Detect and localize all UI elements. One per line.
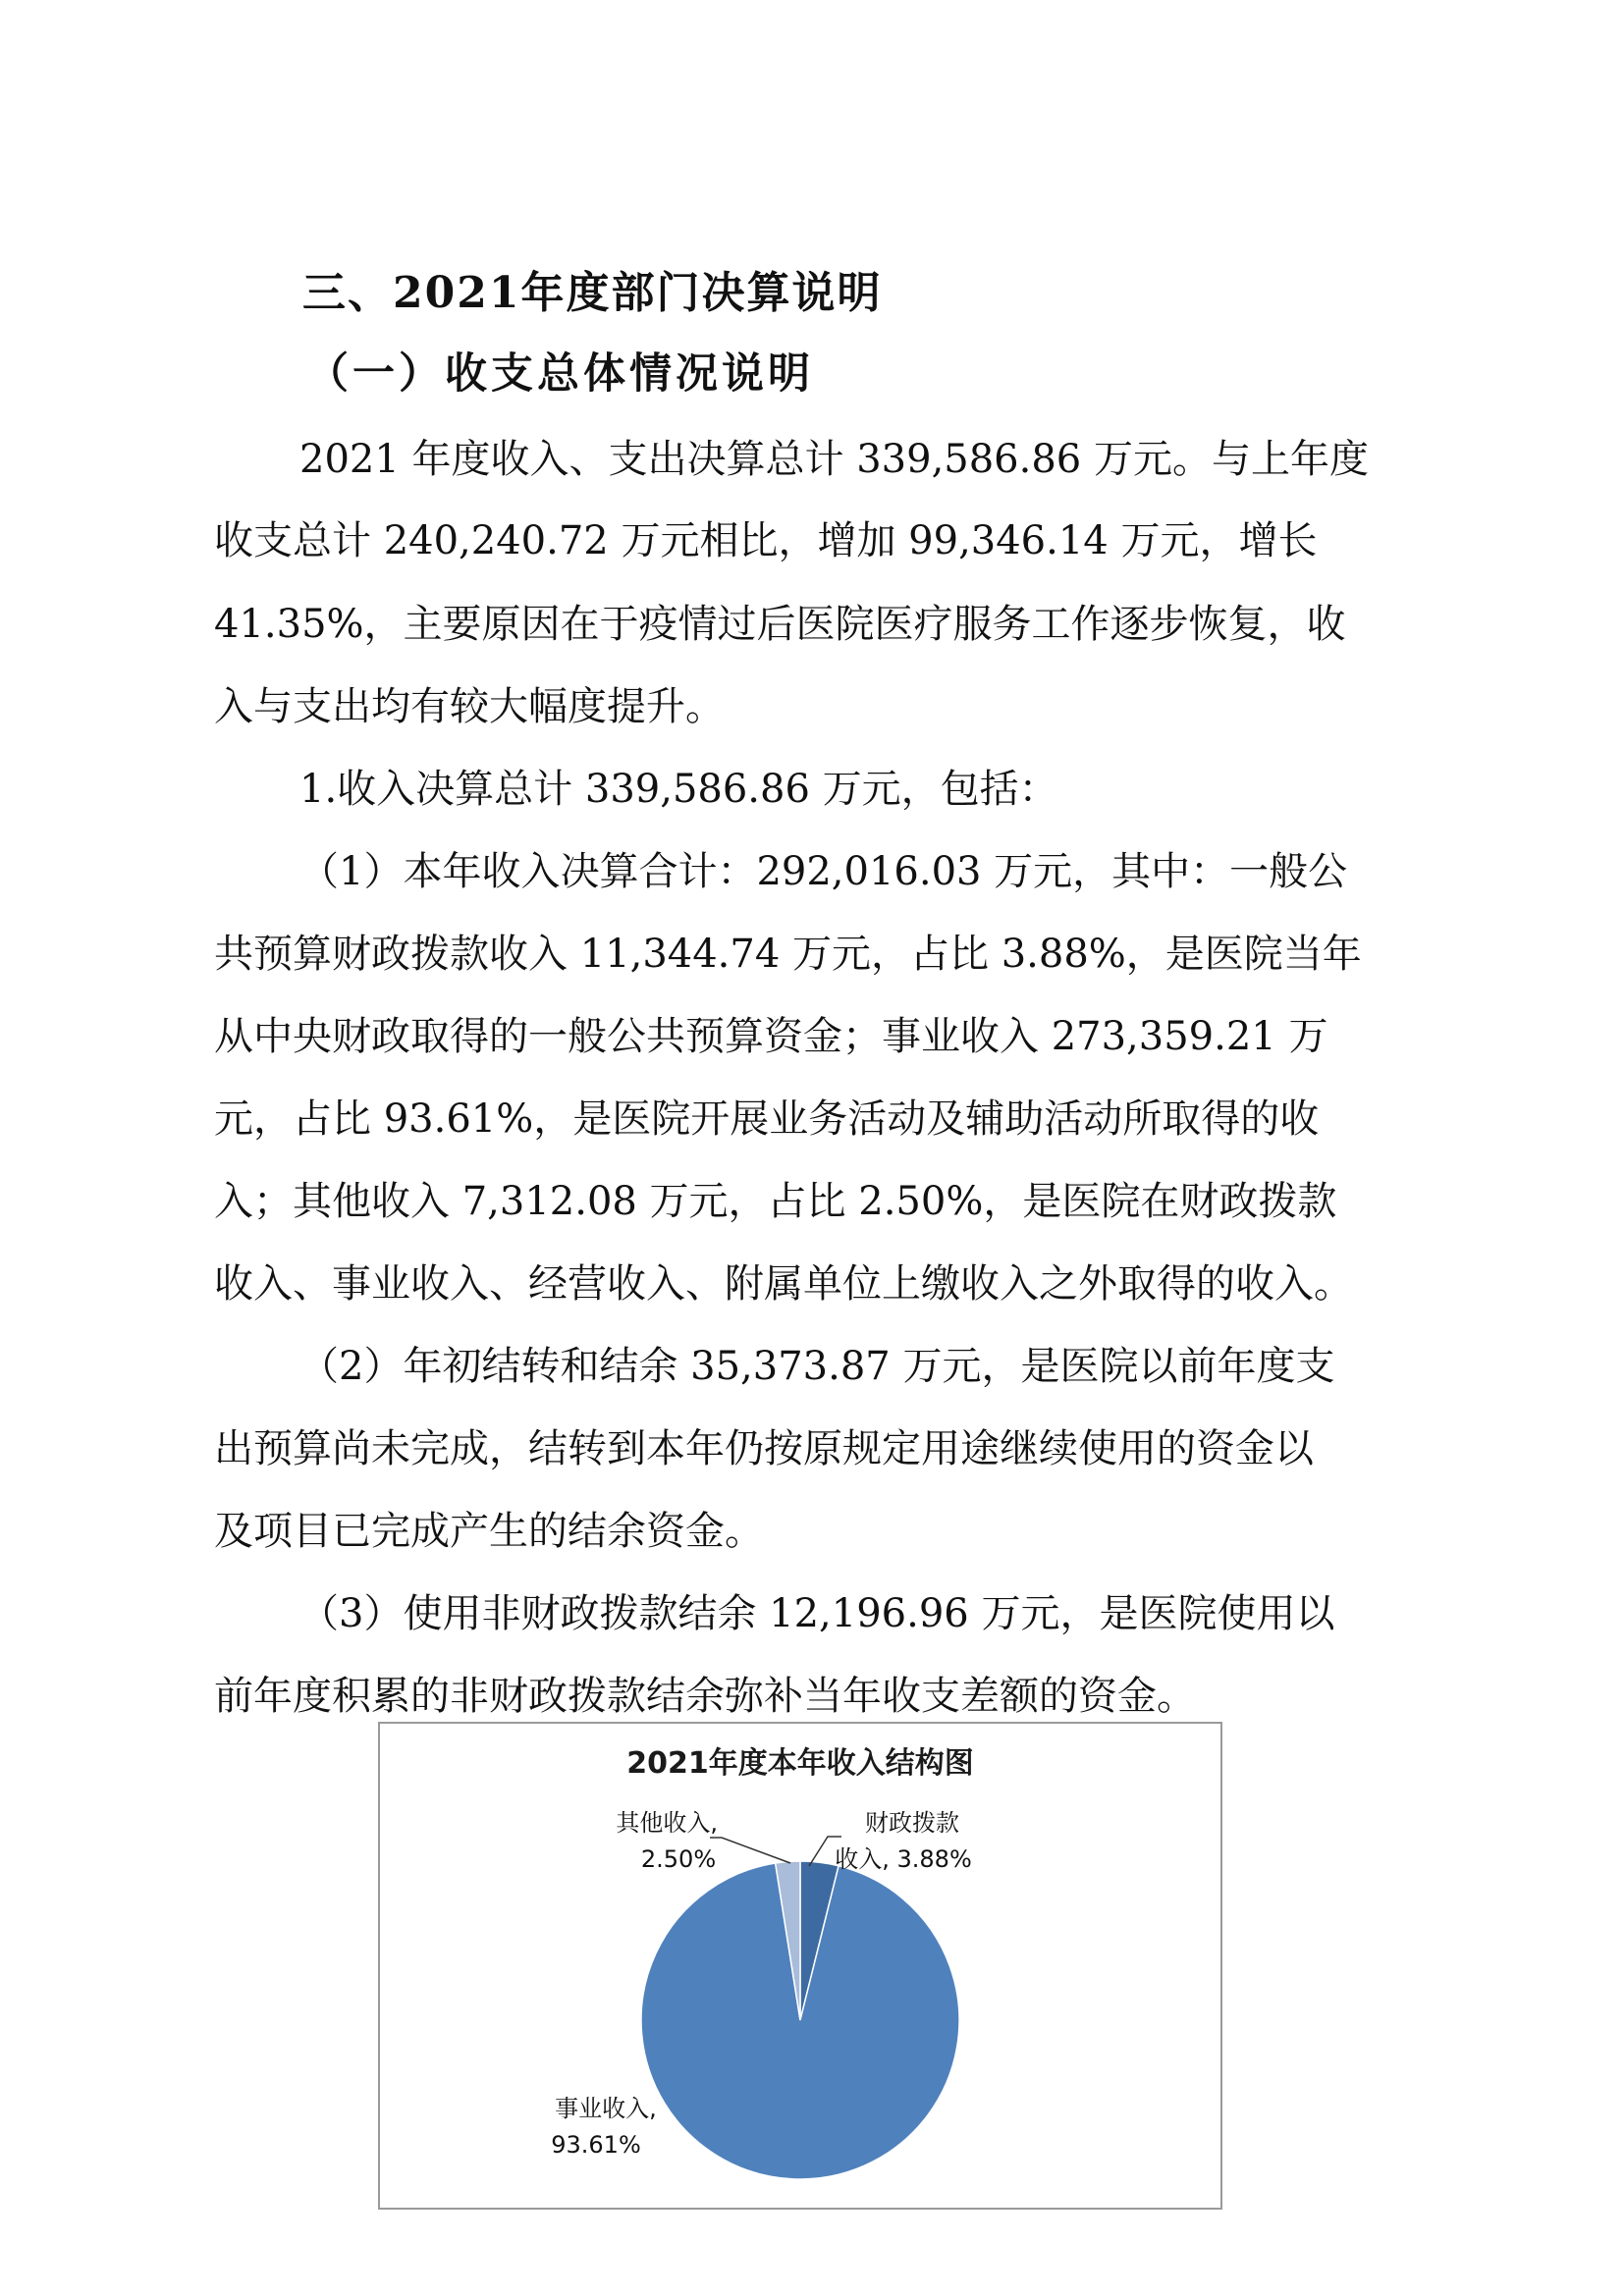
leader-line-other bbox=[710, 1838, 790, 1863]
slice-label-fiscal-name: 财政拨款 bbox=[865, 1809, 959, 1837]
slice-label-business-value: 93.61% bbox=[551, 2131, 641, 2159]
paragraph-line: 收支总计 240,240.72 万元相比，增加 99,346.14 万元，增长 bbox=[214, 518, 1318, 563]
paragraph-line: 收入、事业收入、经营收入、附属单位上缴收入之外取得的收入。 bbox=[214, 1261, 1353, 1307]
paragraph-line: （2）年初结转和结余 35,373.87 万元，是医院以前年度支 bbox=[299, 1344, 1335, 1389]
pie-chart-svg bbox=[380, 1724, 1220, 2208]
paragraph-line: 入与支出均有较大幅度提升。 bbox=[214, 684, 725, 729]
paragraph-line: （1）本年收入决算合计：292,016.03 万元，其中：一般公 bbox=[299, 849, 1348, 894]
section-heading: 三、2021年度部门决算说明 bbox=[302, 268, 883, 318]
paragraph-line: 41.35%，主要原因在于疫情过后医院医疗服务工作逐步恢复，收 bbox=[214, 602, 1346, 647]
paragraph-line: 出预算尚未完成，结转到本年仍按原规定用途继续使用的资金以 bbox=[214, 1426, 1314, 1471]
slice-label-business-name: 事业收入, bbox=[555, 2095, 657, 2122]
slice-label-fiscal-value: 收入, 3.88% bbox=[835, 1845, 972, 1873]
slice-label-other-value: 2.50% bbox=[640, 1845, 717, 1873]
paragraph-line: 及项目已完成产生的结余资金。 bbox=[214, 1509, 764, 1554]
chart-title: 2021年度本年收入结构图 bbox=[626, 1746, 974, 1781]
paragraph-line: 从中央财政取得的一般公共预算资金；事业收入 273,359.21 万 bbox=[214, 1014, 1328, 1059]
paragraph-line: （3）使用非财政拨款结余 12,196.96 万元，是医院使用以 bbox=[299, 1591, 1335, 1636]
slice-label-other-name: 其他收入, bbox=[616, 1809, 718, 1837]
paragraph-line: 元，占比 93.61%，是医院开展业务活动及辅助活动所取得的收 bbox=[214, 1096, 1320, 1142]
paragraph-line: 共预算财政拨款收入 11,344.74 万元，占比 3.88%，是医院当年 bbox=[214, 932, 1362, 977]
paragraph-line: 前年度积累的非财政拨款结余弥补当年收支差额的资金。 bbox=[214, 1674, 1196, 1719]
paragraph-line: 1.收入决算总计 339,586.86 万元，包括： bbox=[299, 767, 1058, 812]
pie-chart bbox=[378, 1722, 1222, 2210]
paragraph-line: 2021 年度收入、支出决算总计 339,586.86 万元。与上年度 bbox=[299, 437, 1369, 482]
paragraph-line: 入；其他收入 7,312.08 万元，占比 2.50%，是医院在财政拨款 bbox=[214, 1179, 1337, 1224]
subsection-heading: （一）收支总体情况说明 bbox=[306, 349, 814, 399]
